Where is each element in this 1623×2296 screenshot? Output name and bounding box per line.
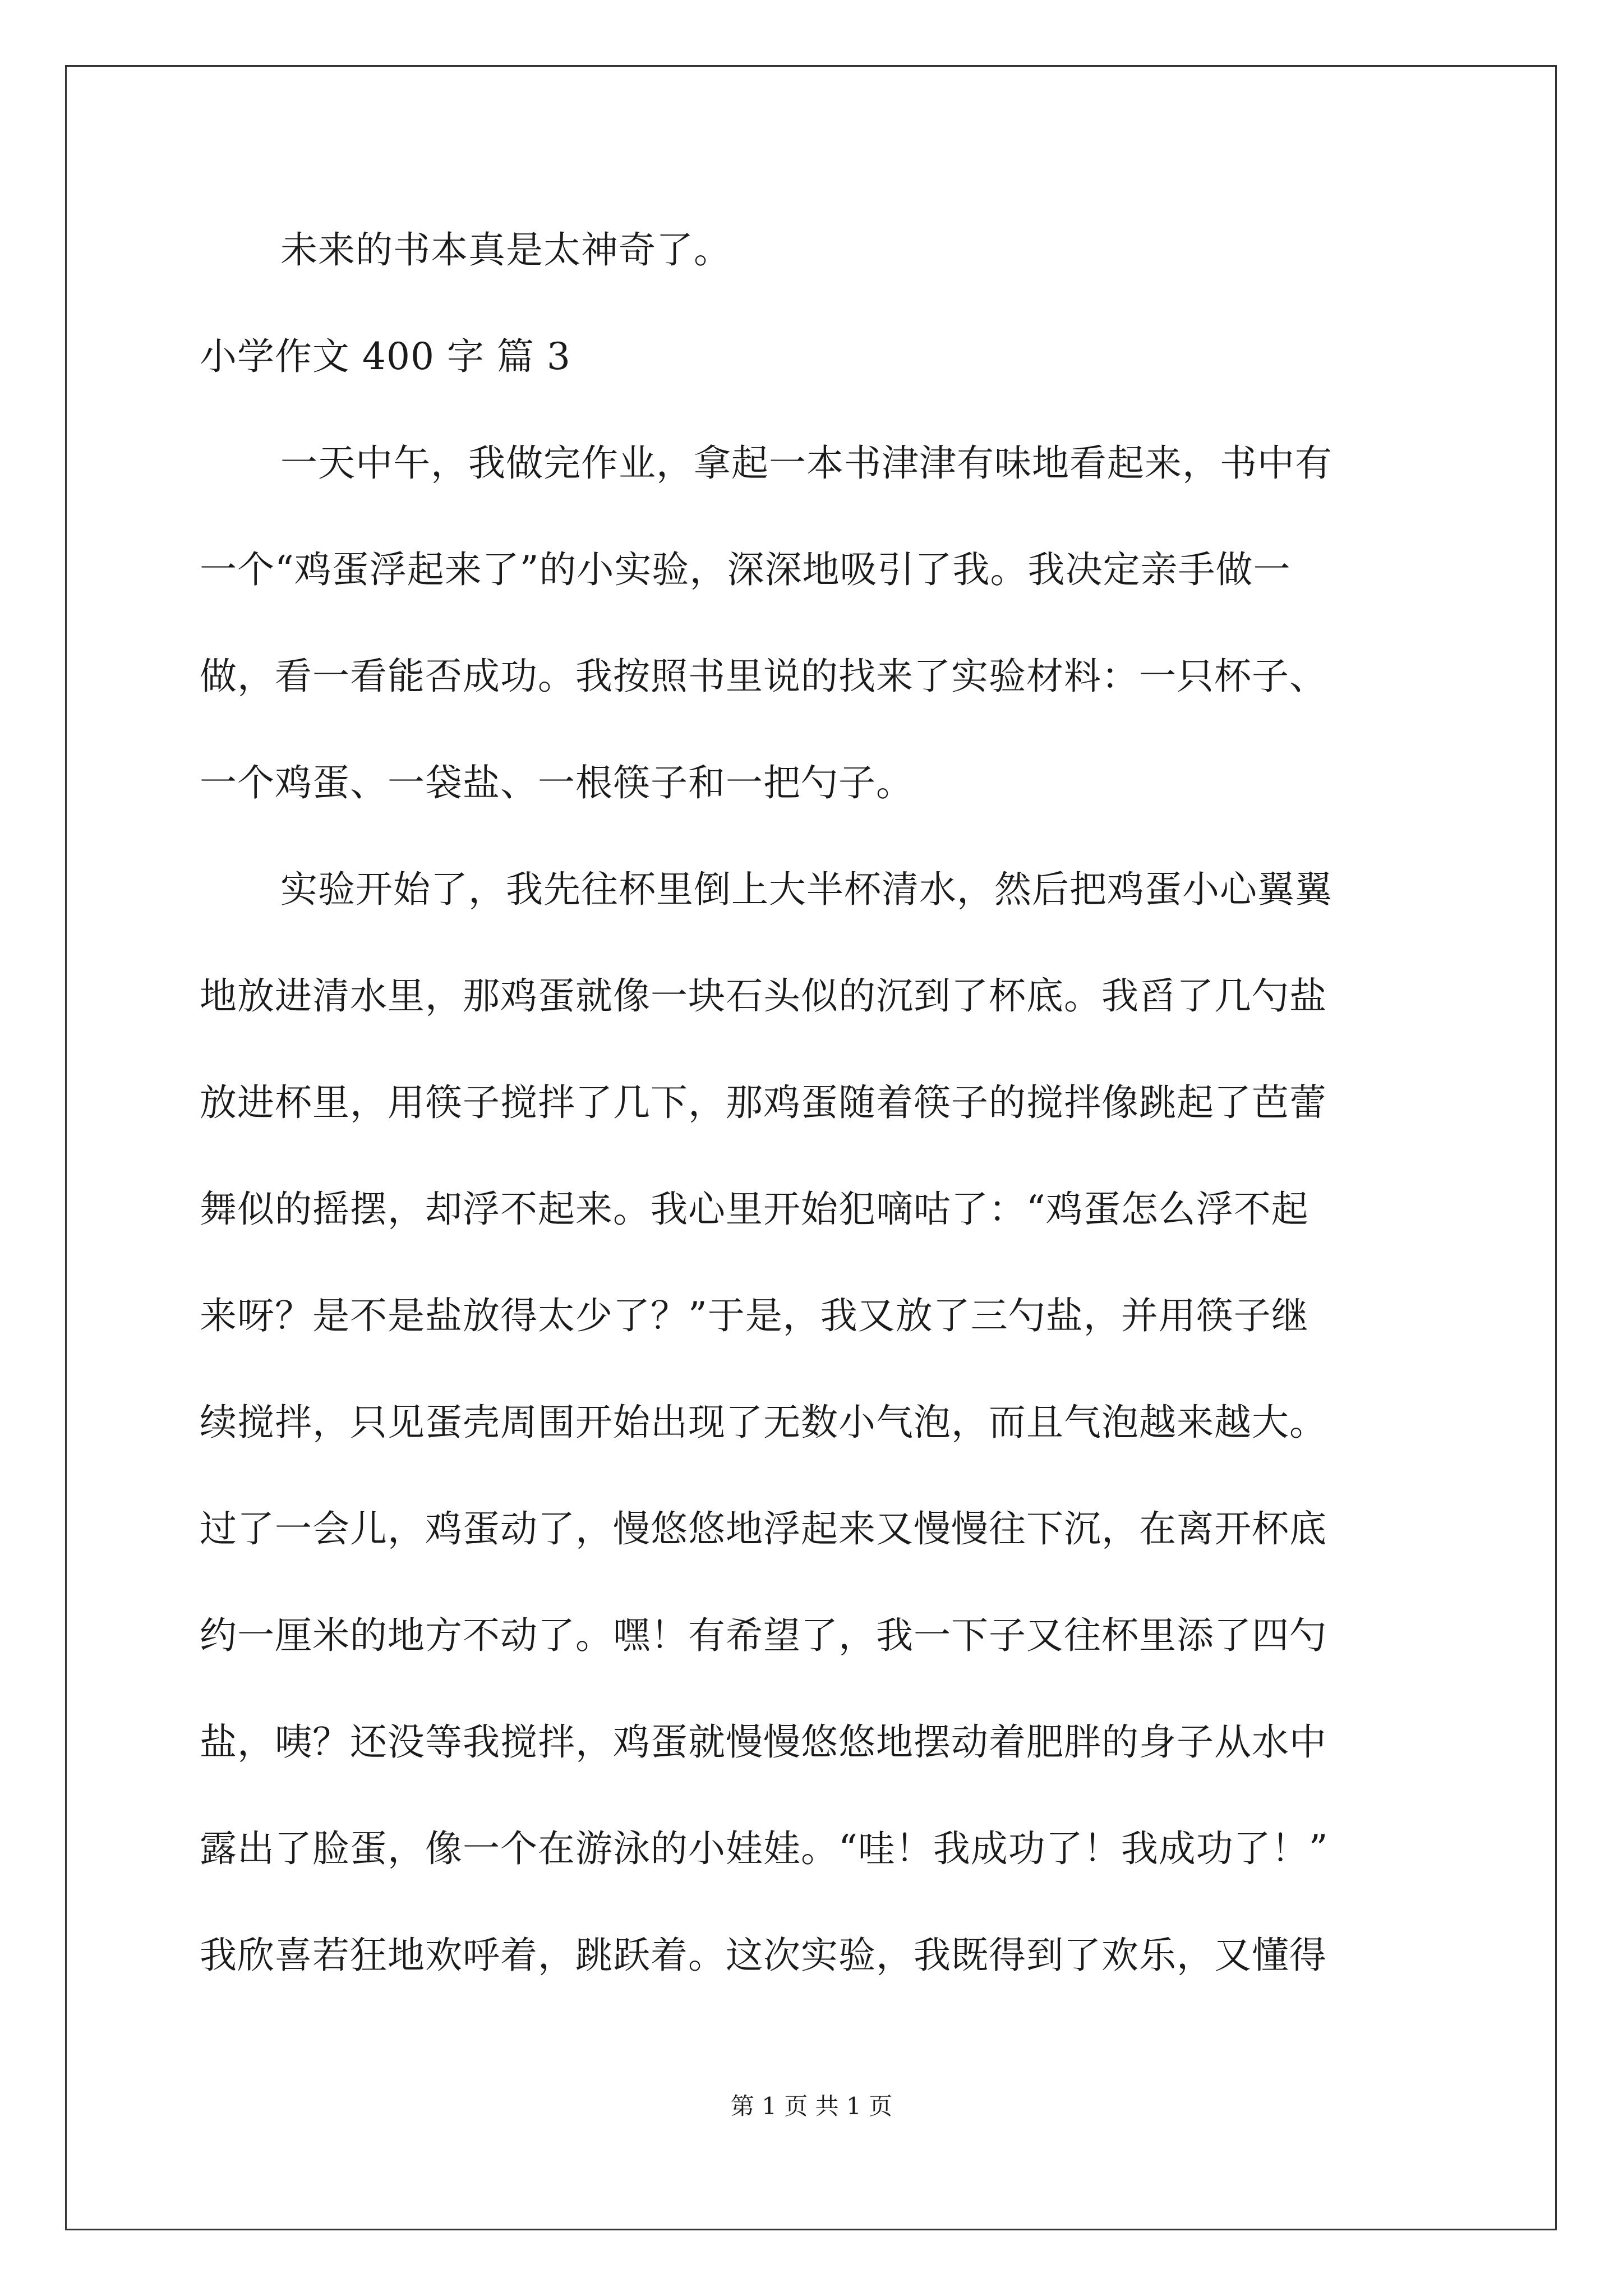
paragraph-line: 续搅拌，只见蛋壳周围开始出现了无数小气泡，而且气泡越来越大。 [200, 1401, 1327, 1444]
paragraph-line: 一个“鸡蛋浮起来了”的小实验，深深地吸引了我。我决定亲手做一 [200, 548, 1291, 591]
paragraph-line: 盐，咦？还没等我搅拌，鸡蛋就慢慢悠悠地摆动着肥胖的身子从水中 [200, 1720, 1327, 1764]
paragraph-line: 放进杯里，用筷子搅拌了几下，那鸡蛋随着筷子的搅拌像跳起了芭蕾 [200, 1081, 1327, 1124]
paragraph-line: 一天中午，我做完作业，拿起一本书津津有味地看起来，书中有 [280, 441, 1332, 485]
paragraph-line: 舞似的摇摆，却浮不起来。我心里开始犯嘀咕了：“鸡蛋怎么浮不起 [200, 1188, 1309, 1231]
paragraph-line: 来呀？是不是盐放得太少了？”于是，我又放了三勺盐，并用筷子继 [200, 1294, 1309, 1337]
paragraph-line: 我欣喜若狂地欢呼着，跳跃着。这次实验，我既得到了欢乐，又懂得 [200, 1934, 1327, 1977]
paragraph-line: 露出了脸蛋，像一个在游泳的小娃娃。“哇！我成功了！我成功了！” [200, 1827, 1329, 1870]
paragraph-line: 地放进清水里，那鸡蛋就像一块石头似的沉到了杯底。我舀了几勺盐 [200, 974, 1327, 1018]
paragraph-line: 做，看一看能否成功。我按照书里说的找来了实验材料：一只杯子、 [200, 655, 1327, 698]
paragraph-line: 实验开始了，我先往杯里倒上大半杯清水，然后把鸡蛋小心翼翼 [280, 868, 1332, 911]
page-border [65, 65, 1557, 2230]
paragraph-line: 过了一会儿，鸡蛋动了，慢悠悠地浮起来又慢慢往下沉，在离开杯底 [200, 1507, 1327, 1550]
paragraph-line: 未来的书本真是太神奇了。 [280, 228, 731, 272]
page-footer: 第 1 页 共 1 页 [730, 2092, 893, 2120]
paragraph-line: 一个鸡蛋、一袋盐、一根筷子和一把勺子。 [200, 761, 914, 804]
section-heading: 小学作文 400 字 篇 3 [200, 335, 571, 378]
paragraph-line: 约一厘米的地方不动了。嘿！有希望了，我一下子又往杯里添了四勺 [200, 1614, 1327, 1657]
